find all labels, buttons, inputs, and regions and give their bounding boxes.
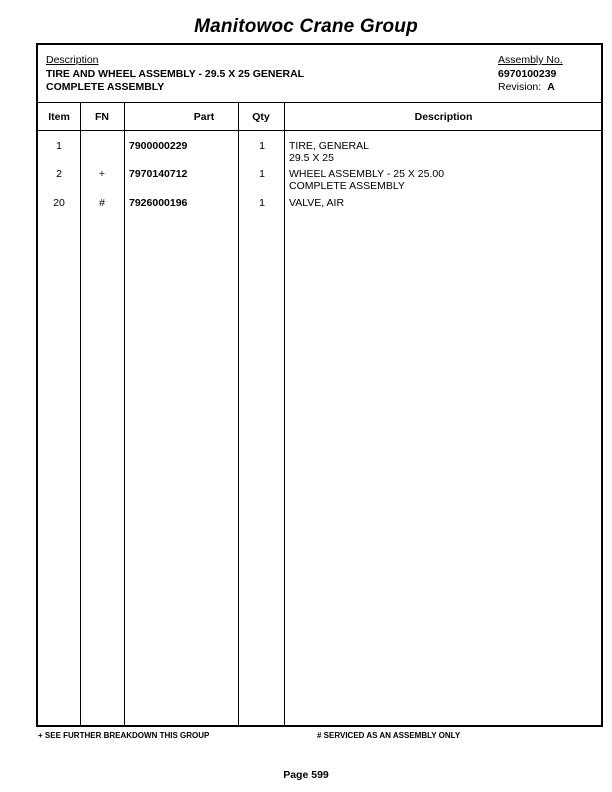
- row-qty: 1: [259, 140, 265, 152]
- row-item: 2: [56, 168, 62, 180]
- assembly-header: [38, 45, 601, 103]
- row-description-line-2: COMPLETE ASSEMBLY: [289, 179, 405, 192]
- assembly-info: [498, 54, 563, 95]
- column-header-qty: Qty: [252, 111, 270, 123]
- row-part-number: 7900000229: [129, 140, 188, 152]
- row-description: [289, 198, 344, 210]
- row-fn: +: [98, 168, 106, 180]
- revision: [498, 81, 563, 95]
- row-description-line-1: VALVE, AIR: [289, 197, 345, 209]
- row-part-number: 7926000196: [129, 197, 188, 209]
- row-qty: 1: [259, 168, 265, 180]
- column-header-fn: FN: [95, 111, 109, 123]
- footnote-serviced-assembly: # SERVICED AS AN ASSEMBLY ONLY: [317, 731, 461, 740]
- row-description-line-2: 29.5 X 25: [289, 151, 334, 164]
- description-line-1: TIRE AND WHEEL ASSEMBLY - 29.5 X 25 GENERAL: [46, 67, 305, 80]
- row-qty: 1: [259, 197, 265, 209]
- row-description-line-1: TIRE, GENERAL: [289, 140, 369, 152]
- description-label: Description: [46, 54, 99, 66]
- parts-list-frame: [36, 43, 603, 727]
- column-divider: [284, 103, 285, 725]
- row-part-number: 7970140712: [129, 168, 188, 180]
- assembly-description: [46, 54, 304, 95]
- column-header-description: Description: [414, 111, 473, 123]
- column-divider: [124, 103, 125, 725]
- page-number: Page 599: [283, 769, 329, 781]
- description-line-2: COMPLETE ASSEMBLY: [46, 81, 165, 93]
- footnote-further-breakdown: + SEE FURTHER BREAKDOWN THIS GROUP: [38, 731, 210, 740]
- assembly-number-label: Assembly No.: [498, 54, 563, 66]
- row-item: 1: [56, 140, 62, 152]
- column-header-item: Item: [48, 111, 70, 123]
- row-description-line-1: WHEEL ASSEMBLY - 25 X 25.00: [289, 168, 445, 180]
- page-title: Manitowoc Crane Group: [194, 16, 418, 37]
- column-divider: [80, 103, 81, 725]
- revision-label: Revision:: [498, 81, 542, 93]
- revision-value: A: [547, 81, 555, 93]
- assembly-number: 6970100239: [498, 67, 557, 80]
- row-description: [289, 169, 444, 192]
- row-item: 20: [53, 197, 65, 209]
- row-fn: #: [99, 197, 105, 209]
- column-header-part: Part: [193, 111, 215, 123]
- column-divider: [238, 103, 239, 725]
- column-header-row: [38, 103, 601, 131]
- row-description: [289, 141, 369, 164]
